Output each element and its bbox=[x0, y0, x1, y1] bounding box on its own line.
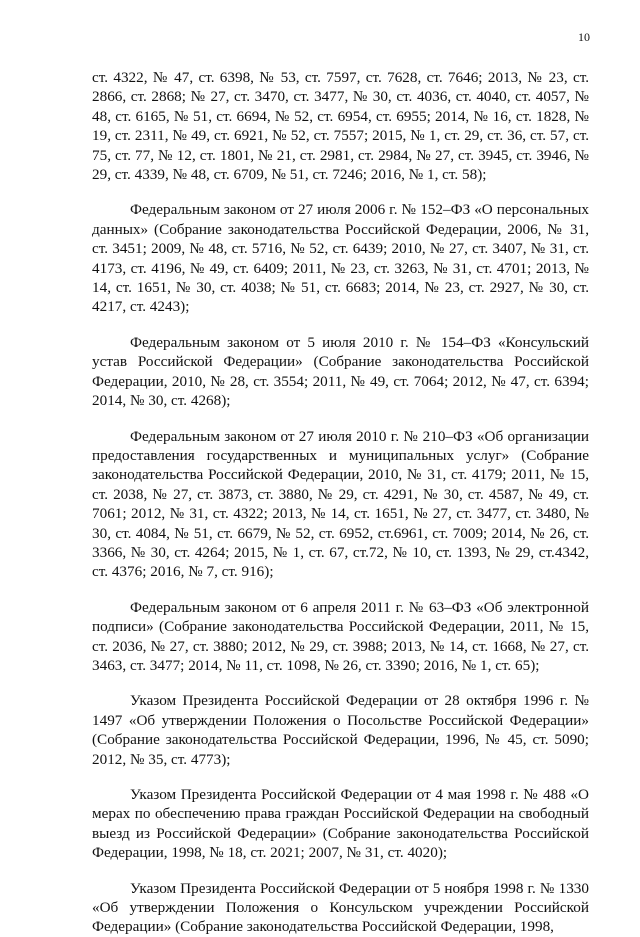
paragraph-decree-1330: Указом Президента Российской Федерации от 5 ноября 1998 г. № 1330 «Об утверждении Положения о Консульском учреждении Российской Федерации» (Собрание законодательства Российской Федерации, 1998, bbox=[92, 879, 589, 936]
paragraph-law-63: Федеральным законом от 6 апреля 2011 г. № 63–ФЗ «Об электронной подписи» (Собрание законодательства Российской Федерации, 2011, № 15, ст. 2036, № 27, ст. 3880; 2012, № 29, ст. 3988; 2013, № 14, ст. 1668, № 27, ст. 3463, ст. 3477; 2014, № 11, ст. 1098, № 26, ст. 3390; 2016, № 1, ст. 65); bbox=[92, 598, 589, 674]
paragraph-continuation: ст. 4322, № 47, ст. 6398, № 53, ст. 7597, ст. 7628, ст. 7646; 2013, № 23, ст. 2866, ст. 2868; № 27, ст. 3470, ст. 3477, № 30, ст. 4036, ст. 4040, ст. 4057, № 48, ст. 6165, № 51, ст. 6694, № 52, ст. 6954, ст. 6955; 2014, № 16, ст. 1828, № 19, ст. 2311, № 49, ст. 6921, № 52, ст. 7557; 2015, № 1, ст. 29, ст. 36, ст. 57, ст. 75, ст. 77, № 12, ст. 1801, № 21, ст. 2981, ст. 2984, № 27, ст. 3945, ст. 3946, № 29, ст. 4339, № 48, ст. 6709, № 51, ст. 7246; 2016, № 1, ст. 58); bbox=[92, 69, 589, 184]
paragraph-law-154: Федеральным законом от 5 июля 2010 г. № 154–ФЗ «Консульский устав Российской Федерации» (Собрание законодательства Российской Федерации, 2010, № 28, ст. 3554; 2011, № 49, ст. 7064; 2012, № 47, ст. 6394; 2014, № 30, ст. 4268); bbox=[92, 333, 589, 410]
paragraph-decree-1497: Указом Президента Российской Федерации от 28 октября 1996 г. № 1497 «Об утверждении Положения о Посольстве Российской Федерации» (Собрание законодательства Российской Федерации, 1996, № 45, ст. 5090; 2012, № 35, ст. 4773); bbox=[92, 692, 589, 768]
document-body bbox=[92, 68, 589, 937]
page-number: 10 bbox=[578, 30, 590, 44]
paragraph-decree-488: Указом Президента Российской Федерации от 4 мая 1998 г. № 488 «О мерах по обеспечению права граждан Российской Федерации на свободный выезд из Российской Федерации» (Собрание законодательства Российской Федерации, 1998, № 18, ст. 2021; 2007, № 31, ст. 4020); bbox=[92, 786, 589, 862]
paragraph-law-152: Федеральным законом от 27 июля 2006 г. № 152–ФЗ «О персональных данных» (Собрание законодательства Российской Федерации, 2006, № 31, ст. 3451; 2009, № 48, ст. 5716, № 52, ст. 6439; 2010, № 27, ст. 3407, № 31, ст. 4173, ст. 4196, № 49, ст. 6409; 2011, № 23, ст. 3263, № 31, ст. 4701; 2013, № 14, ст. 1651, № 30, ст. 4038; № 51, ст. 6683; 2014, № 23, ст. 2927, № 30, ст. 4217, ст. 4243); bbox=[92, 201, 589, 316]
paragraph-law-210: Федеральным законом от 27 июля 2010 г. № 210–ФЗ «Об организации предоставления государственных и муниципальных услуг» (Собрание законодательства Российской Федерации, 2010, № 31, ст. 4179; 2011, № 15, ст. 2038, № 27, ст. 3873, ст. 3880, № 29, ст. 4291, № 30, ст. 4587, № 49, ст. 7061; 2012, № 31, ст. 4322; 2013, № 14, ст. 1651, № 27, ст. 3477, ст. 3480, № 30, ст. 4084, № 51, ст. 6679, № 52, ст. 6952, ст.6961, ст. 7009; 2014, № 26, ст. 3366, № 30, ст. 4264; 2015, № 1, ст. 67, ст.72, № 10, ст. 1393, № 29, ст.4342, ст. 4376; 2016, № 7, ст. 916); bbox=[92, 427, 589, 581]
